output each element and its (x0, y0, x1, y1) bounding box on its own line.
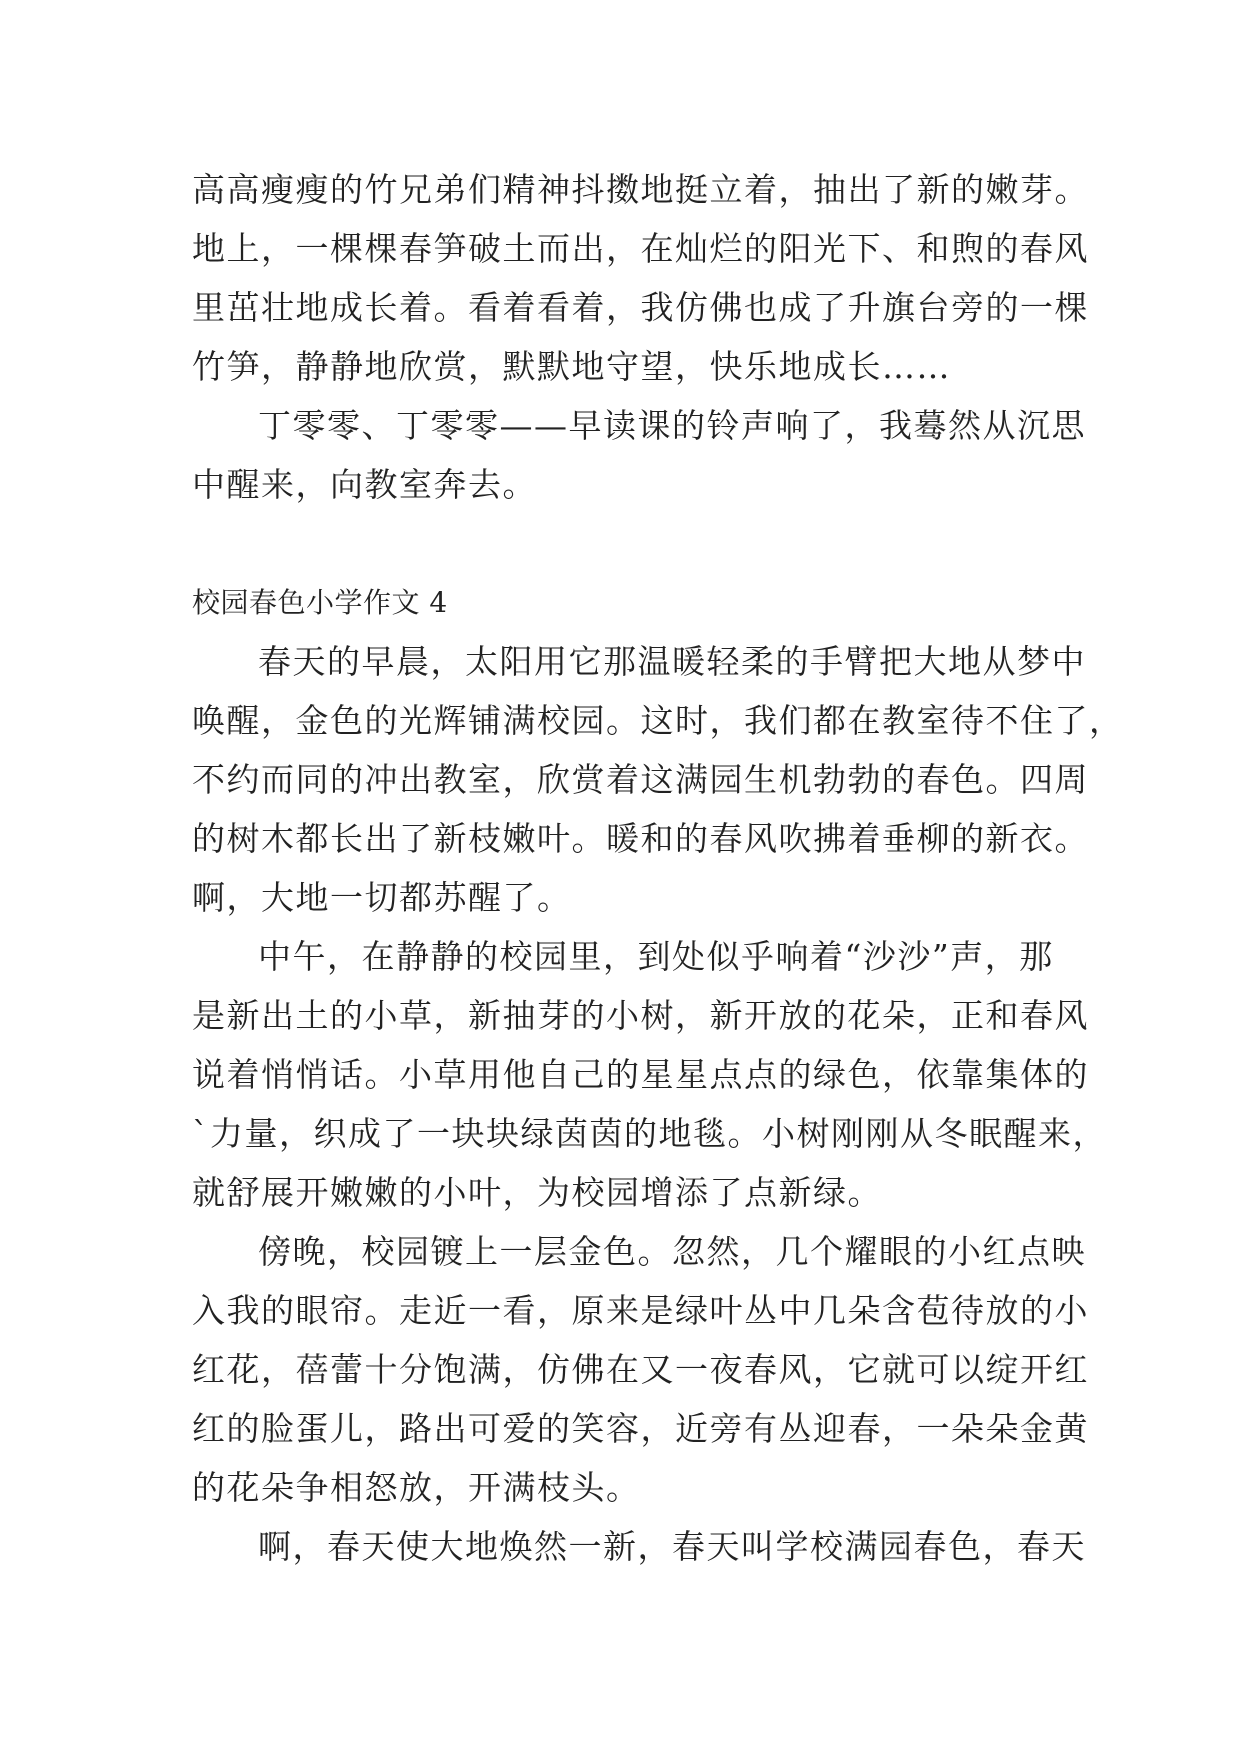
text-line: 地上，一棵棵春笋破土而出，在灿烂的阳光下、和煦的春风 (192, 229, 1089, 268)
text-line: 里茁壮地成长着。看着看着，我仿佛也成了升旗台旁的一棵 (192, 288, 1089, 327)
text-line: 说着悄悄话。小草用他自己的星星点点的绿色，依靠集体的 (192, 1055, 1089, 1094)
text-line: 的树木都长出了新枝嫩叶。暖和的春风吹拂着垂柳的新衣。 (192, 819, 1089, 858)
text-line: 红的脸蛋儿，路出可爱的笑容，近旁有丛迎春，一朵朵金黄 (192, 1409, 1089, 1448)
text-line: 傍晚，校园镀上一层金色。忽然，几个耀眼的小红点映 (258, 1232, 1086, 1271)
text-line: 红花，蓓蕾十分饱满，仿佛在又一夜春风，它就可以绽开红 (192, 1350, 1089, 1389)
text-line: 入我的眼帘。走近一看，原来是绿叶丛中几朵含苞待放的小 (192, 1291, 1089, 1330)
text-line: 不约而同的冲出教室，欣赏着这满园生机勃勃的春色。四周 (192, 760, 1089, 799)
text-line: `力量，织成了一块块绿茵茵的地毯。小树刚刚从冬眠醒来， (192, 1114, 1107, 1153)
section-title: 校园春色小学作文 4 (192, 586, 448, 619)
document-content (192, 160, 1124, 1576)
text-line: 的花朵争相怒放，开满枝头。 (192, 1468, 641, 1507)
text-line: 就舒展开嫩嫩的小叶，为校园增添了点新绿。 (192, 1173, 882, 1212)
text-line: 丁零零、丁零零——早读课的铃声响了，我蓦然从沉思 (258, 406, 1086, 445)
text-line: 中醒来，向教室奔去。 (192, 465, 537, 504)
text-line: 中午，在静静的校园里，到处似乎响着“沙沙”声，那 (258, 937, 1054, 976)
text-line: 唤醒，金色的光辉铺满校园。这时，我们都在教室待不住了， (192, 701, 1124, 740)
text-line: 春天的早晨，太阳用它那温暖轻柔的手臂把大地从梦中 (258, 642, 1086, 681)
text-line: 是新出土的小草，新抽芽的小树，新开放的花朵，正和春风 (192, 996, 1089, 1035)
text-line: 高高瘦瘦的竹兄弟们精神抖擞地挺立着，抽出了新的嫩芽。 (192, 170, 1089, 209)
text-line: 竹笋，静静地欣赏，默默地守望，快乐地成长…… (192, 347, 951, 386)
text-line: 啊，大地一切都苏醒了。 (192, 878, 572, 917)
section-gap (192, 514, 1072, 573)
text-line: 啊，春天使大地焕然一新，春天叫学校满园春色，春天 (258, 1527, 1086, 1566)
